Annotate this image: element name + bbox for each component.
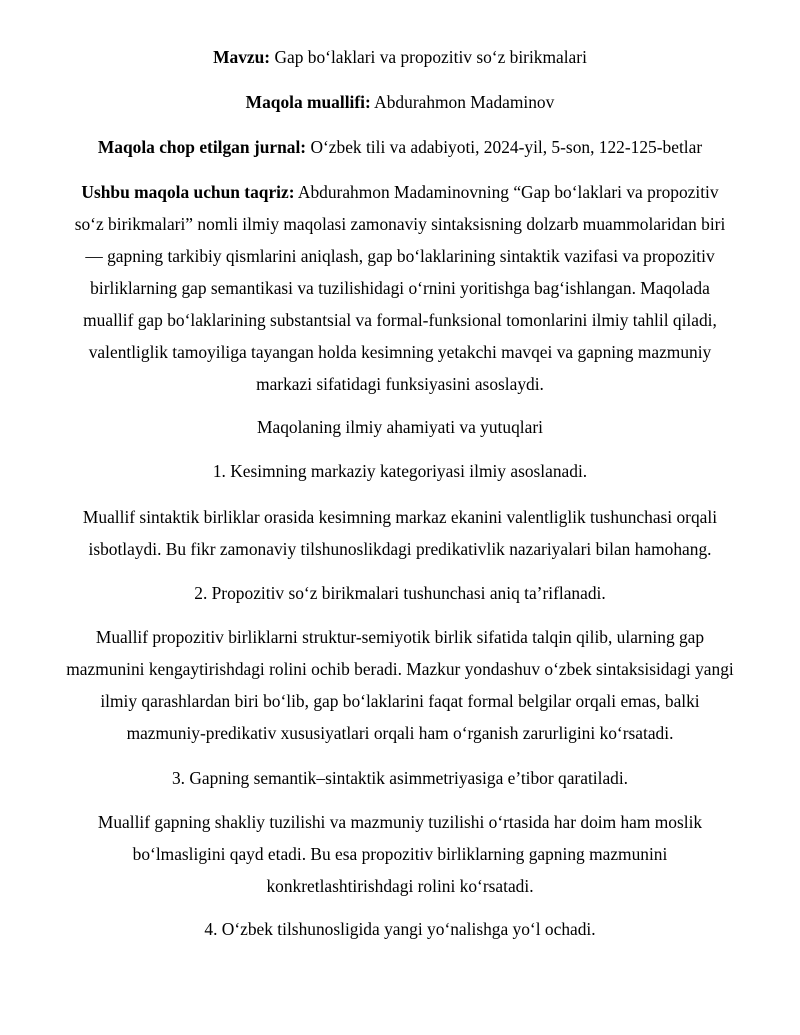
point-text: bo‘lmasligini qayd etadi. Bu esa propozitiv birliklarning gapning mazmunini — [132, 844, 668, 864]
point-text: Muallif gapning shakliy tuzilishi va mazmuniy tuzilishi o‘rtasida har doim ham moslik — [97, 812, 703, 832]
journal-value: O‘zbek tili va adabiyoti, 2024-yil, 5-son, 122-125-betlar — [310, 137, 703, 157]
topic-value: Gap bo‘laklari va propozitiv so‘z birikmalari — [274, 47, 587, 67]
point-text: mazmunini kengaytirishdagi rolini ochib beradi. Mazkur yondashuv o‘zbek sintaksisidagi yangi — [66, 659, 734, 679]
review-label: Ushbu maqola uchun taqriz: — [81, 182, 295, 202]
point-text: konkretlashtirishdagi rolini ko‘rsatadi. — [266, 876, 534, 896]
point-text: isbotlaydi. Bu fikr zamonaviy tilshunoslikdagi predikativlik nazariyalari bilan hamohang. — [88, 539, 712, 559]
review-text: Abdurahmon Madaminovning “Gap bo‘laklari va propozitiv — [297, 182, 719, 202]
journal-line — [0, 136, 800, 158]
author-value: Abdurahmon Madaminov — [374, 92, 555, 112]
topic-line — [0, 46, 800, 68]
point-text: Muallif sintaktik birliklar orasida kesimning markaz ekanini valentliglik tushunchasi orqali — [82, 507, 718, 527]
review-text: markazi sifatidagi funksiyasini asoslaydi. — [256, 374, 544, 394]
section-title: Maqolaning ilmiy ahamiyati va yutuqlari — [257, 417, 543, 437]
topic-label: Mavzu: — [213, 47, 271, 67]
review-text: valentliglik tamoyiliga tayangan holda kesimning yetakchi mavqei va gapning mazmuniy — [88, 342, 712, 362]
point-text: ilmiy qarashlardan biri bo‘lib, gap bo‘laklarini faqat formal belgilar orqali emas, balki — [100, 691, 700, 711]
review-text: — gapning tarkibiy qismlarini aniqlash, gap bo‘laklarining sintaktik vazifasi va propozitiv — [85, 246, 715, 266]
point-text: Muallif propozitiv birliklarni struktur-semiyotik birlik sifatida talqin qilib, ularning gap — [95, 627, 705, 647]
point-heading: 4. O‘zbek tilshunosligida yangi yo‘nalishga yo‘l ochadi. — [204, 919, 596, 939]
review-text: so‘z birikmalari” nomli ilmiy maqolasi zamonaviy sintaksisning dolzarb muammolaridan biri — [74, 214, 726, 234]
author-label: Maqola muallifi: — [245, 92, 371, 112]
review-text: birliklarning gap semantikasi va tuzilishidagi o‘rnini yoritishga bag‘ishlangan. Maqolada — [90, 278, 710, 298]
point-heading: 1. Kesimning markaziy kategoriyasi ilmiy asoslanadi. — [212, 461, 588, 481]
author-line — [0, 91, 800, 113]
review-text: muallif gap bo‘laklarining substantsial va formal-funksional tomonlarini ilmiy tahlil qiladi, — [83, 310, 717, 330]
journal-label: Maqola chop etilgan jurnal: — [97, 137, 307, 157]
point-text: mazmuniy-predikativ xususiyatlari orqali ham o‘rganish zarurligini ko‘rsatadi. — [126, 723, 674, 743]
review-line — [0, 181, 800, 203]
point-heading: 3. Gapning semantik–sintaktik asimmetriyasiga e’tibor qaratiladi. — [171, 768, 629, 788]
point-heading: 2. Propozitiv so‘z birikmalari tushunchasi aniq ta’riflanadi. — [194, 583, 606, 603]
